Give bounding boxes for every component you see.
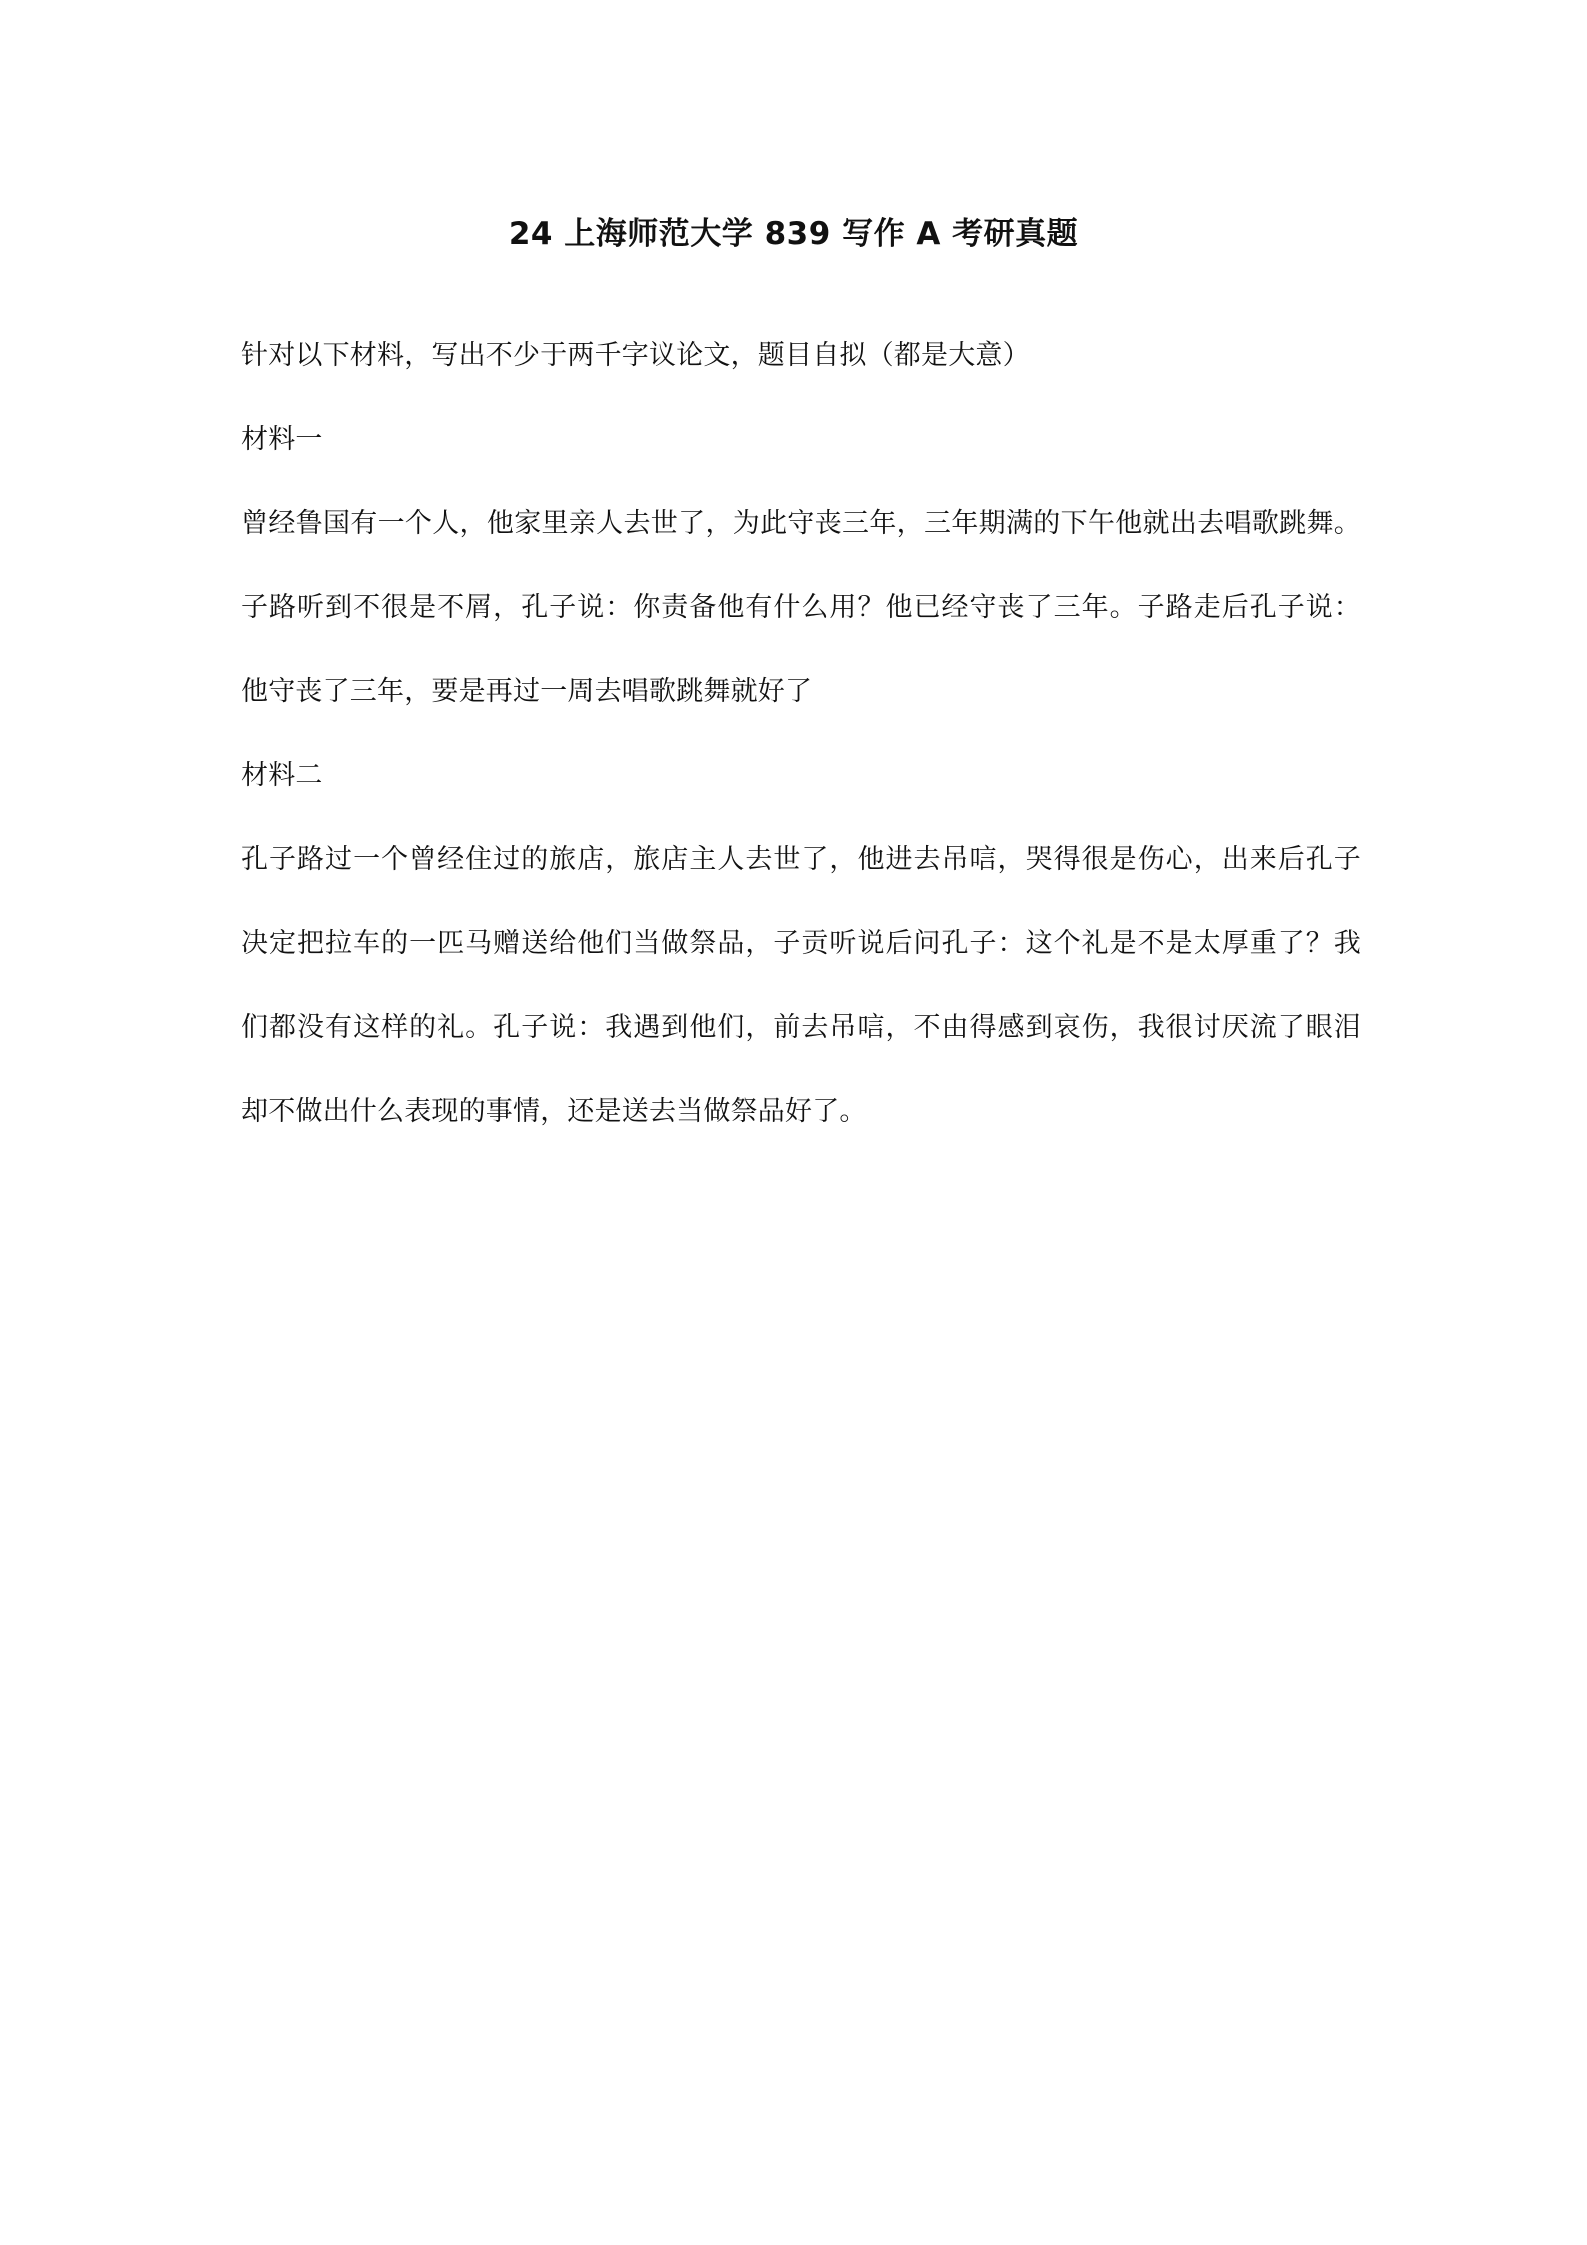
material-two-heading: 材料二 [241, 760, 323, 791]
material-two-line: 孔子路过一个曾经住过的旅店，旅店主人去世了，他进去吊唁，哭得很是伤心，出来后孔子 [241, 844, 1361, 875]
instruction-text: 针对以下材料，写出不少于两千字议论文，题目自拟（都是大意） [241, 340, 1030, 371]
material-one-line: 曾经鲁国有一个人，他家里亲人去世了，为此守丧三年，三年期满的下午他就出去唱歌跳舞。 [241, 508, 1361, 539]
material-one-line: 子路听到不很是不屑，孔子说：你责备他有什么用？他已经守丧了三年。子路走后孔子说： [241, 592, 1361, 623]
document-title: 24 上海师范大学 839 写作 A 考研真题 [508, 216, 1079, 252]
material-two-line: 决定把拉车的一匹马赠送给他们当做祭品，子贡听说后问孔子：这个礼是不是太厚重了？我 [241, 928, 1361, 959]
material-two-line: 们都没有这样的礼。孔子说：我遇到他们，前去吊唁，不由得感到哀伤，我很讨厌流了眼泪 [241, 1012, 1361, 1043]
material-two-line: 却不做出什么表现的事情，还是送去当做祭品好了。 [241, 1096, 867, 1127]
material-one-line: 他守丧了三年，要是再过一周去唱歌跳舞就好了 [241, 676, 813, 707]
material-one-heading: 材料一 [241, 424, 323, 455]
